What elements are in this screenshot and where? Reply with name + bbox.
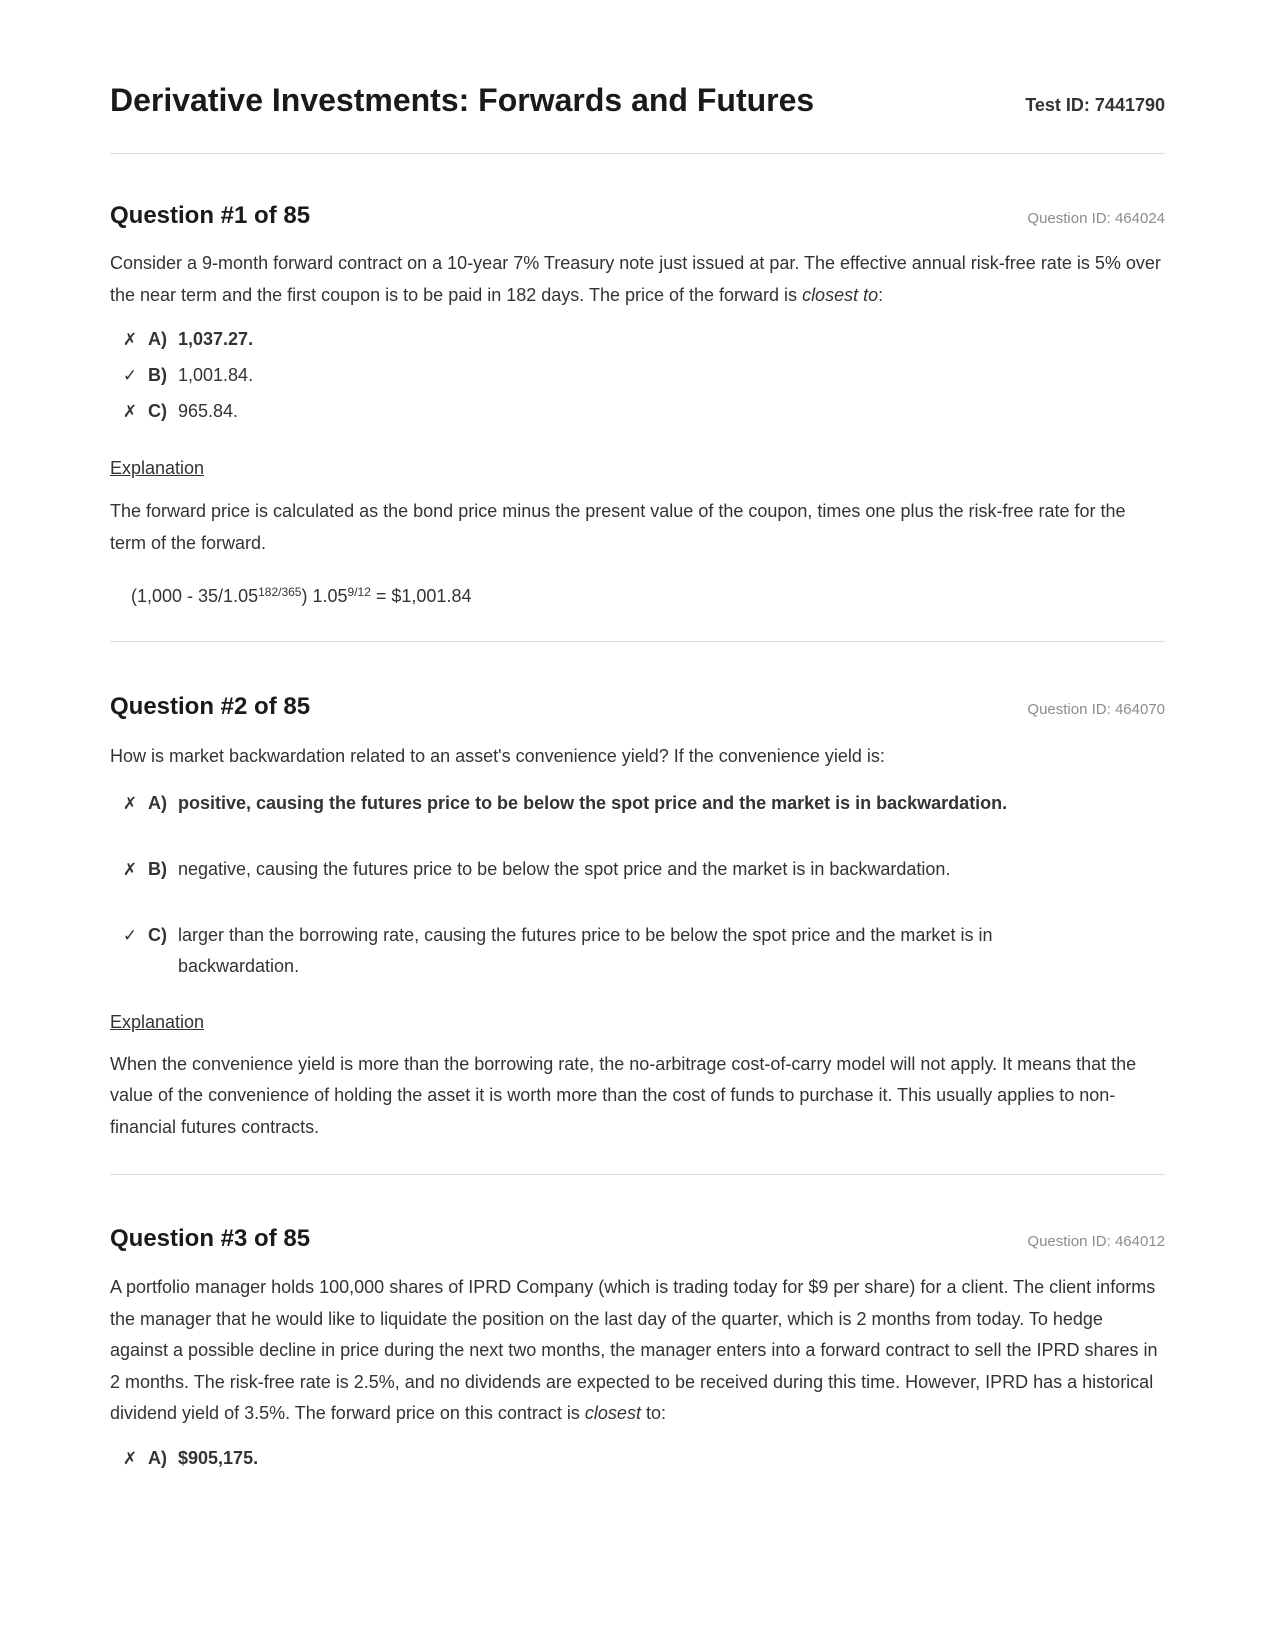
answer-letter: A) [148, 329, 167, 349]
question-id: Question ID: 464024 [1027, 210, 1165, 227]
answer-list [110, 1443, 1165, 1479]
answer-text: 1,001.84. [178, 365, 254, 385]
question-3 [110, 1175, 1165, 1479]
answer-text: positive, causing the futures price to be below the spot price and the market is in backwardation. [178, 792, 1008, 813]
question-title: Question #2 of 85 [110, 693, 311, 720]
question-2 [110, 642, 1165, 1175]
cross-mark-icon: ✗ [122, 793, 138, 813]
answer-letter: A) [148, 1447, 167, 1468]
question-header [110, 201, 1165, 231]
answer-text: 1,037.27. [178, 329, 254, 349]
answer-text: negative, causing the futures price to be below the spot price and the market is in backwardation. [178, 858, 951, 879]
answer-option-a [110, 1443, 1008, 1479]
explanation-text: When the convenience yield is more than the borrowing rate, the no-arbitrage cost-of-carry model will not apply. It means that the value of the convenience of holding the asset it is worth more than the cost of funds to purchase it. This usually applies to non-financial futures contracts. [110, 1053, 1137, 1137]
explanation-text: The forward price is calculated as the bond price minus the present value of the coupon, times one plus the risk-free rate for the term of the forward. [110, 501, 1126, 553]
explanation-label: Explanation [110, 458, 205, 478]
answer-text: larger than the borrowing rate, causing the futures price to be below the spot price and the market is in backwardation. [178, 924, 993, 976]
answer-letter: A) [148, 792, 167, 813]
question-id: Question ID: 464070 [1027, 701, 1165, 718]
cross-mark-icon: ✗ [122, 330, 138, 349]
answer-text: 965.84. [178, 401, 239, 421]
answer-option-c [110, 920, 1008, 986]
answer-list [110, 788, 1165, 986]
explanation-formula: $(1,000 - 35/1.05^{182/365})$ $1.05^{9/12}$ = $1,001.84 [131, 585, 472, 606]
answer-letter: B) [148, 858, 167, 879]
document-title: Derivative Investments: Forwards and Futures [110, 82, 815, 118]
question-id: Question ID: 464012 [1027, 1233, 1165, 1250]
answer-option-a [110, 788, 1008, 854]
answer-option-b [110, 854, 1008, 920]
question-text: A portfolio manager holds 100,000 shares of IPRD Company (which is trading today for $9 per share) for a client. The client informs the manager that he would like to liquidate the position on the last day of the quarter, which is 2 months from today. To hedge against a possible decline in price during the next two months, the manager enters into a forward contract to sell the IPRD shares in 2 months. The risk-free rate is 2.5%, and no dividends are expected to be received during this time. However, IPRD has a historical dividend yield of 3.5%. The forward price on this contract is closest to: [110, 1277, 1158, 1423]
check-mark-icon: ✓ [122, 925, 138, 945]
test-id: Test ID: 7441790 [1025, 95, 1165, 115]
document-header [110, 0, 1165, 154]
document-page [110, 0, 1165, 1479]
cross-mark-icon: ✗ [122, 402, 138, 421]
cross-mark-icon: ✗ [122, 859, 138, 879]
question-emphasis: closest to [802, 284, 879, 305]
explanation-label: Explanation [110, 1011, 205, 1032]
question-title: Question #3 of 85 [110, 1225, 311, 1252]
answer-text: $905,175. [178, 1447, 259, 1468]
cross-mark-icon: ✗ [122, 1448, 138, 1468]
answer-list [110, 324, 1165, 432]
answer-letter: C) [148, 401, 167, 421]
question-emphasis: closest [584, 1403, 641, 1423]
question-header [110, 692, 1165, 722]
question-title: Question #1 of 85 [110, 202, 311, 229]
question-1 [110, 154, 1165, 642]
question-text: Consider a 9-month forward contract on a 10-year 7% Treasury note just issued at par. The effective annual risk-free rate is 5% over the near term and the first coupon is to be paid in 182 days. The price of the forward is closest to: [110, 253, 1161, 305]
question-text: How is market backwardation related to an asset's convenience yield? If the convenience yield is: [110, 746, 885, 766]
answer-letter: B) [148, 365, 167, 385]
answer-letter: C) [148, 924, 167, 945]
answer-option-b [110, 360, 1008, 396]
answer-option-c [110, 396, 1008, 432]
question-header [110, 1224, 1165, 1254]
check-mark-icon: ✓ [122, 366, 138, 385]
answer-option-a [110, 324, 1008, 360]
